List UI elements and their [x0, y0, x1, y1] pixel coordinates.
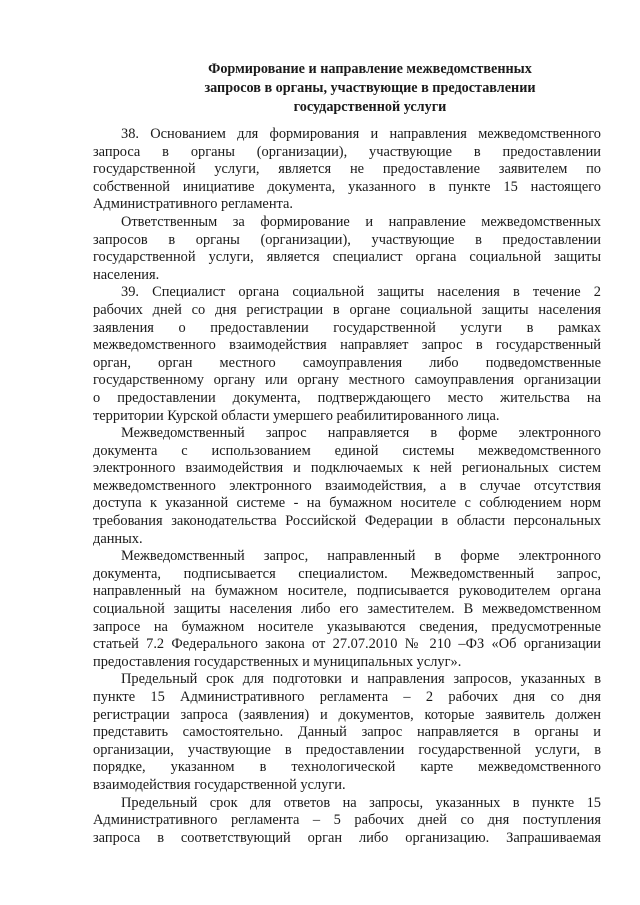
text-line: Административного регламента.	[93, 196, 293, 213]
paragraph	[93, 548, 601, 671]
document-body	[93, 126, 601, 847]
text-line: межведомственного взаимодействия направляет запрос в государственный	[93, 337, 601, 354]
text-line: взаимодействия государственной услуги.	[93, 776, 346, 793]
text-line: Административного регламента – 5 рабочих дней со дня поступления	[93, 812, 601, 829]
paragraph	[93, 795, 601, 848]
text-line: документа с использованием единой системы межведомственного	[93, 442, 601, 459]
text-line: данных.	[93, 530, 143, 547]
text-line: порядке, указанном в технологической карте межведомственного	[93, 759, 601, 776]
text-line: территории Курской области умершего реабилитированного лица.	[93, 407, 500, 424]
title-line: Формирование и направление межведомственных	[208, 61, 532, 77]
text-line: государственному органу или органу местного самоуправления организации	[93, 372, 601, 389]
text-line: статьей 7.2 Федерального закона от 27.07.2010 № 210 –ФЗ «Об организации	[93, 636, 601, 653]
text-line: социальной защиты населения либо его заместителем. В межведомственном	[93, 601, 601, 618]
text-line: заявления о предоставлении государственной услуги в рамках	[93, 319, 601, 336]
text-line: доступа к указанной системе - на бумажном носителе с соблюдением норм	[93, 495, 601, 512]
text-line: межведомственного электронного взаимодействия, а в случае отсутствия	[93, 477, 601, 494]
text-line: населения.	[93, 266, 160, 283]
text-line: запросе на бумажном носителе указываются сведения, предусмотренные	[93, 618, 601, 635]
text-line: Предельный срок для подготовки и направления запросов, указанных в	[121, 671, 601, 688]
text-line: собственной инициативе документа, указанного в пункте 15 настоящего	[93, 178, 601, 195]
text-line: 39. Специалист органа социальной защиты населения в течение 2	[121, 284, 601, 301]
text-line: государственной услуги, является не предоставление заявителем по	[93, 161, 601, 178]
text-line: запросов в органы (организации), участвующие в предоставлении	[93, 231, 601, 248]
text-line: 38. Основанием для формирования и направления межведомственного	[121, 126, 601, 142]
text-line: Межведомственный запрос направляется в форме электронного	[121, 425, 601, 442]
text-line: представить самостоятельно. Данный запрос направляется в органы и	[93, 724, 601, 741]
text-line: запроса в соответствующий орган либо организацию. Запрашиваемая	[93, 829, 601, 846]
text-line: запроса в органы (организации), участвующие в предоставлении	[93, 143, 601, 160]
text-line: регистрации запроса (заявления) и документов, которые заявитель должен	[93, 706, 601, 723]
paragraph	[93, 284, 601, 425]
text-line: электронного взаимодействия и подключаемых к ней региональных систем	[93, 460, 601, 477]
text-line: предоставления государственных и муниципальных услуг».	[93, 653, 462, 670]
text-line: о предоставлении документа, подтверждающего место жительства на	[93, 389, 601, 406]
text-line: Межведомственный запрос, направленный в форме электронного	[121, 548, 601, 565]
text-line: Предельный срок для ответов на запросы, указанных в пункте 15	[121, 794, 601, 811]
paragraph	[93, 214, 601, 284]
paragraph	[93, 671, 601, 794]
title-line: государственной услуги	[293, 99, 447, 115]
text-line: документа, подписывается специалистом. Межведомственный запрос,	[93, 565, 601, 582]
text-line: рабочих дней со дня регистрации в органе социальной защиты населения	[93, 301, 601, 318]
title-line: запросов в органы, участвующие в предоставлении	[204, 80, 536, 96]
paragraph	[93, 425, 601, 548]
paragraph	[93, 126, 601, 214]
text-line: пункте 15 Административного регламента – 2 рабочих дня со дня	[93, 689, 601, 705]
section-title	[150, 60, 590, 117]
text-line: организации, участвующие в предоставлении государственной услуги, в	[93, 741, 601, 758]
text-line: направленный на бумажном носителе, подписывается руководителем органа	[93, 583, 601, 600]
text-line: орган, орган местного самоуправления либо подведомственные	[93, 354, 601, 371]
text-line: государственной услуги, является специалист органа социальной защиты	[93, 249, 601, 266]
text-line: Ответственным за формирование и направление межведомственных	[121, 213, 601, 230]
text-line: требования законодательства Российской Федерации в области персональных	[93, 513, 601, 530]
